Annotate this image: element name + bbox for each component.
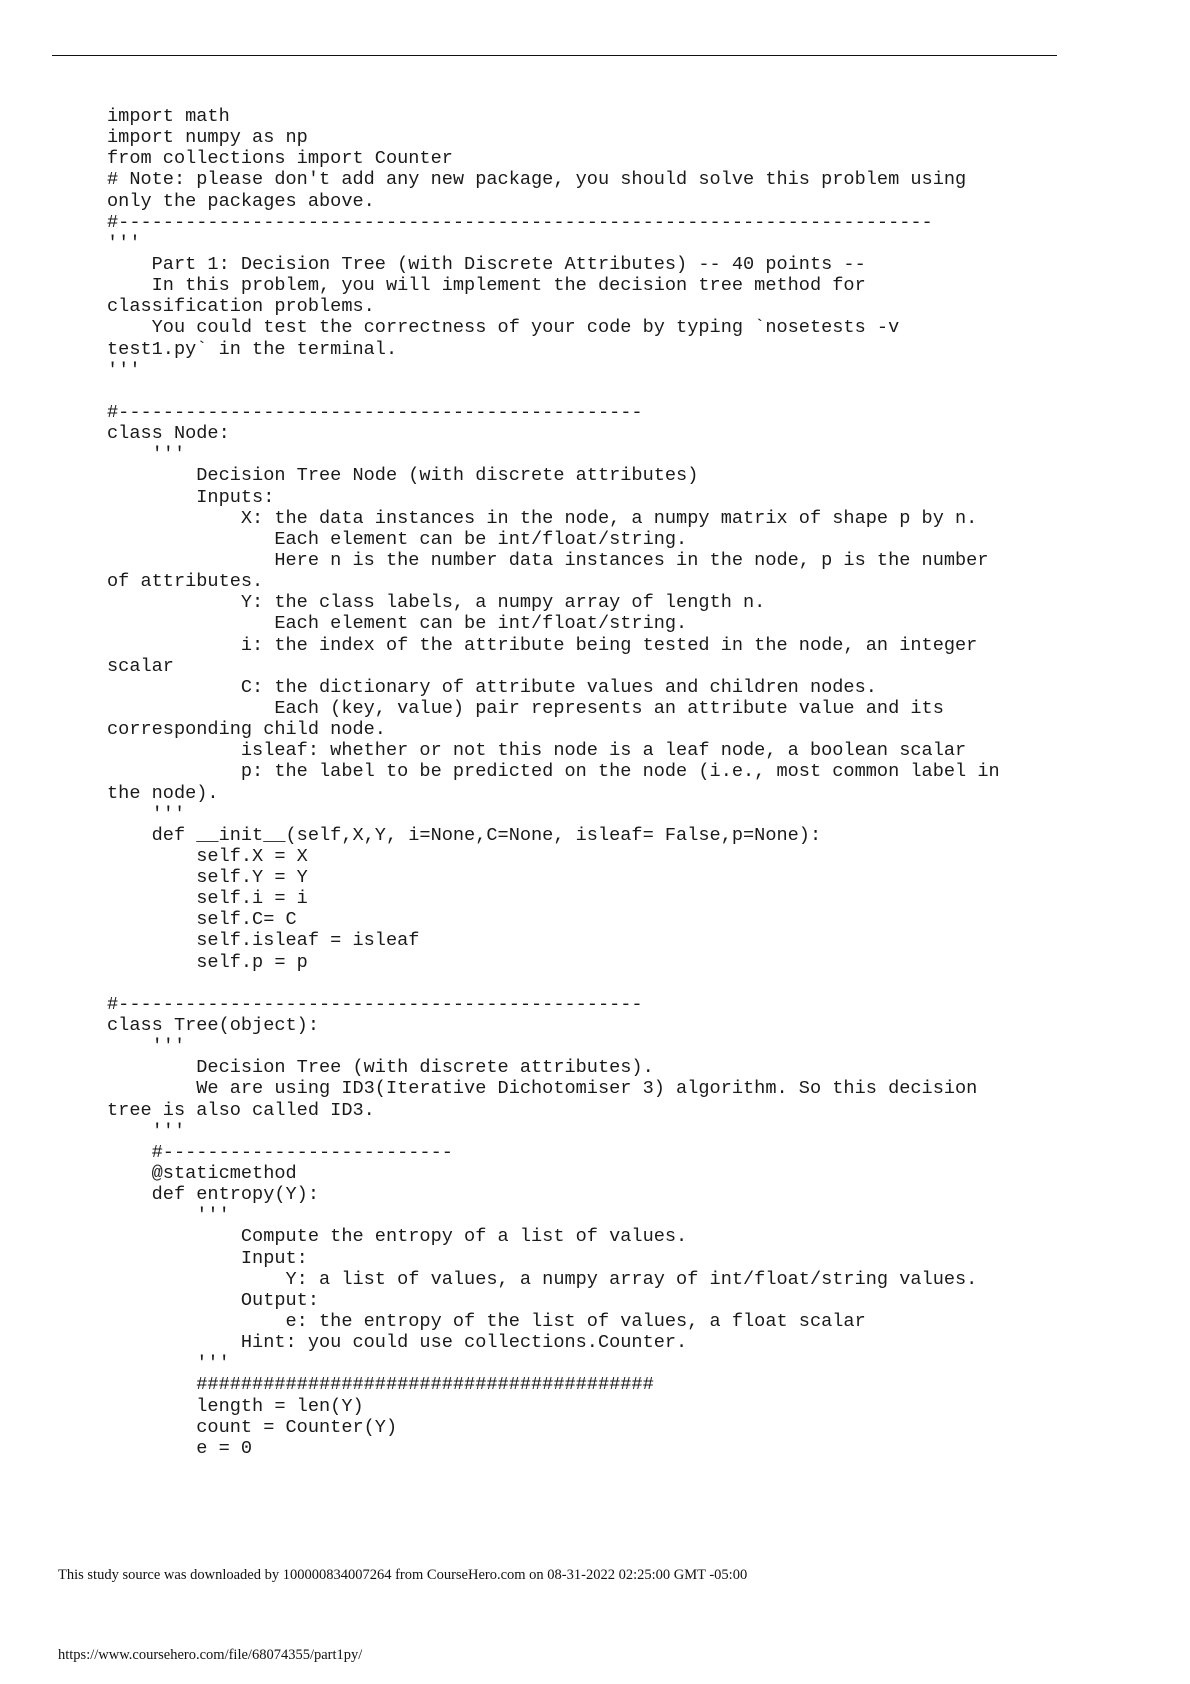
code-line: e: the entropy of the list of values, a float scalar xyxy=(107,1311,866,1333)
header-rule xyxy=(52,55,1057,56)
code-line: tree is also called ID3. xyxy=(107,1099,375,1121)
code-line: Each element can be int/float/string. xyxy=(107,613,688,635)
code-line: Output: xyxy=(107,1289,320,1311)
code-line: length = len(Y) xyxy=(107,1395,364,1417)
code-line: Input: xyxy=(107,1247,308,1269)
code-line xyxy=(107,973,1000,994)
code-line: def __init__(self,X,Y, i=None,C=None, isleaf= False,p=None): xyxy=(107,824,822,846)
code-line: ''' xyxy=(107,1120,186,1142)
code-line: only the packages above. xyxy=(107,190,375,212)
code-line: self.isleaf = isleaf xyxy=(107,930,420,952)
code-line: Compute the entropy of a list of values. xyxy=(107,1226,688,1248)
code-line: ''' xyxy=(107,1036,186,1058)
code-line: corresponding child node. xyxy=(107,719,386,741)
download-source-note: This study source was downloaded by 100000834007264 from CourseHero.com on 08-31-2022 02:25:00 GMT -05:00 xyxy=(58,1567,748,1583)
code-line: isleaf: whether or not this node is a leaf node, a boolean scalar xyxy=(107,740,967,762)
code-line: ''' xyxy=(107,359,141,381)
code-line: of attributes. xyxy=(107,571,264,593)
code-line xyxy=(107,1459,1000,1480)
code-line: ''' xyxy=(107,1205,230,1227)
code-line: scalar xyxy=(107,655,174,677)
code-line: You could test the correctness of your code by typing `nosetests -v xyxy=(107,317,900,339)
code-line: def entropy(Y): xyxy=(107,1184,320,1206)
code-line: Here n is the number data instances in the node, p is the number xyxy=(107,549,989,571)
code-line: count = Counter(Y) xyxy=(107,1416,398,1438)
code-line: import numpy as np xyxy=(107,127,308,149)
source-url[interactable]: https://www.coursehero.com/file/68074355/part1py/ xyxy=(58,1647,363,1663)
code-line: #-------------------------- xyxy=(107,1141,453,1163)
code-line: self.C= C xyxy=(107,909,297,931)
code-line: Decision Tree (with discrete attributes). xyxy=(107,1057,654,1079)
code-line: self.p = p xyxy=(107,951,308,973)
code-block xyxy=(107,106,1000,1480)
code-line: p: the label to be predicted on the node (i.e., most common label in xyxy=(107,761,1000,783)
code-line: Decision Tree Node (with discrete attributes) xyxy=(107,465,699,487)
code-line: Hint: you could use collections.Counter. xyxy=(107,1332,688,1354)
code-line: In this problem, you will implement the decision tree method for xyxy=(107,275,866,297)
code-line: # Note: please don't add any new package, you should solve this problem using xyxy=(107,169,967,191)
code-line: #----------------------------------------------- xyxy=(107,993,643,1015)
code-line xyxy=(107,381,1000,402)
code-line: ######################################### xyxy=(107,1374,654,1396)
code-line: X: the data instances in the node, a numpy matrix of shape p by n. xyxy=(107,507,978,529)
code-line: Each element can be int/float/string. xyxy=(107,528,688,550)
code-line: Part 1: Decision Tree (with Discrete Attributes) -- 40 points -- xyxy=(107,253,866,275)
code-line: Y: the class labels, a numpy array of length n. xyxy=(107,592,766,614)
code-line: import math xyxy=(107,106,230,127)
code-line: i: the index of the attribute being tested in the node, an integer xyxy=(107,634,978,656)
code-line: ''' xyxy=(107,232,141,254)
code-line: self.Y = Y xyxy=(107,867,308,889)
code-line: self.i = i xyxy=(107,888,308,910)
code-line: classification problems. xyxy=(107,296,375,318)
code-line: test1.py` in the terminal. xyxy=(107,338,398,360)
code-line: class Tree(object): xyxy=(107,1015,320,1037)
code-line: the node). xyxy=(107,782,219,804)
code-line: from collections import Counter xyxy=(107,148,453,170)
code-line: Each (key, value) pair represents an attribute value and its xyxy=(107,697,944,719)
code-line: @staticmethod xyxy=(107,1163,297,1185)
code-line: We are using ID3(Iterative Dichotomiser 3) algorithm. So this decision xyxy=(107,1078,978,1100)
code-line: self.X = X xyxy=(107,845,308,867)
code-line: #------------------------------------------------------------------------- xyxy=(107,211,933,233)
code-line: ''' xyxy=(107,803,186,825)
code-line: Inputs: xyxy=(107,486,275,508)
code-line: e = 0 xyxy=(107,1437,253,1459)
code-line: C: the dictionary of attribute values and children nodes. xyxy=(107,676,877,698)
code-line: #----------------------------------------------- xyxy=(107,401,643,423)
code-line: Y: a list of values, a numpy array of int/float/string values. xyxy=(107,1268,978,1290)
code-line: class Node: xyxy=(107,423,230,445)
code-line: ''' xyxy=(107,444,186,466)
code-line: ''' xyxy=(107,1353,230,1375)
